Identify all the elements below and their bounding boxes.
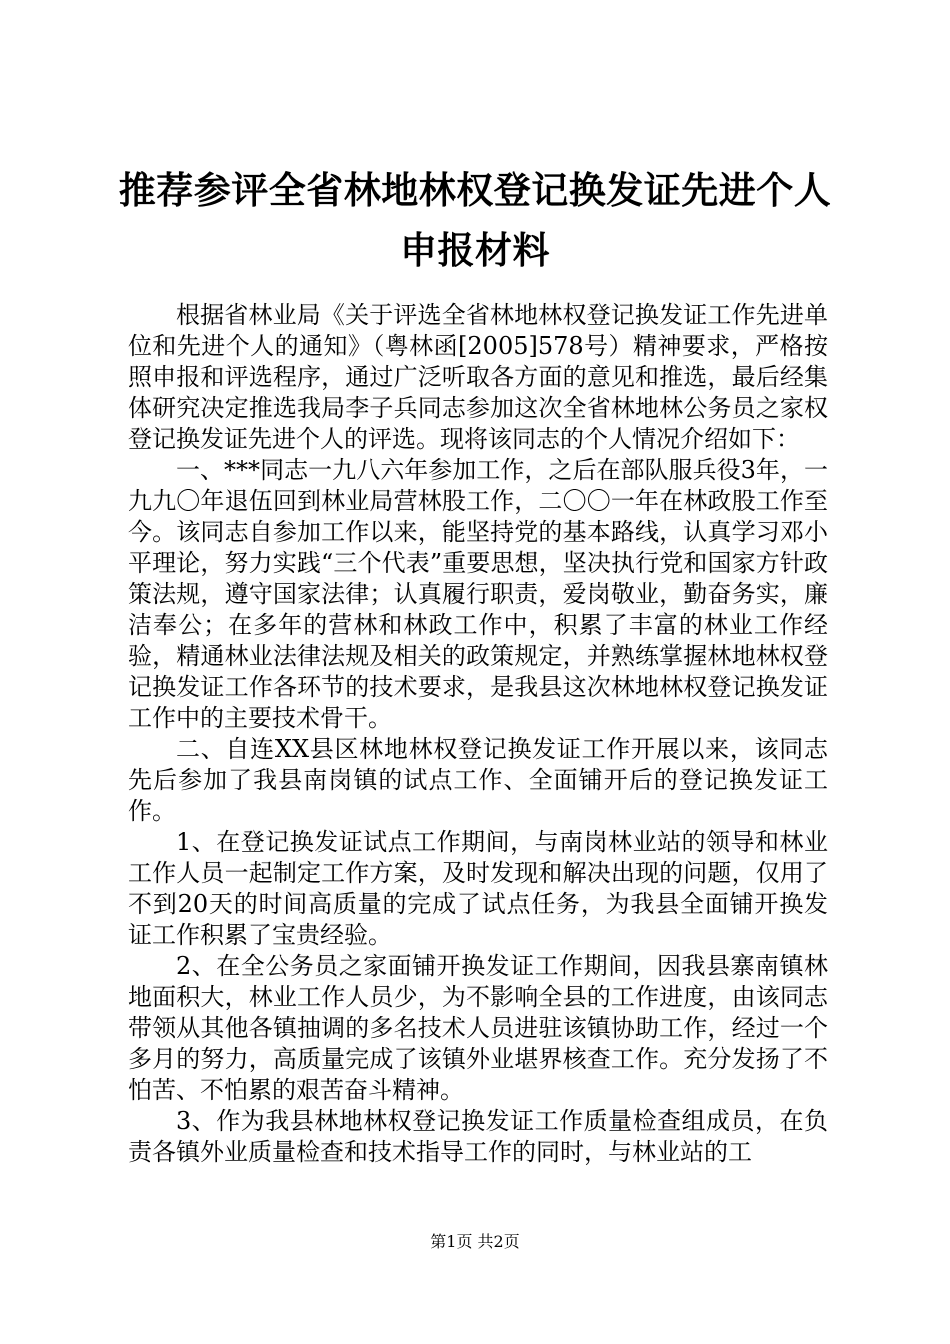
page-number-footer: 第1页 共2页 (430, 1232, 520, 1251)
document-body (128, 300, 828, 1168)
paragraph-item-3: 3、作为我县林地林权登记换发证工作质量检查组成员，在负责各镇外业质量检查和技术指导工作的同时，与林业站的工 (128, 1107, 828, 1166)
document-title: 推荐参评全省林地林权登记换发证先进个人申报材料 (118, 168, 832, 272)
paragraph-item-2: 2、在全公务员之家面铺开换发证工作期间，因我县寨南镇林地面积大，林业工作人员少，为不影响全县的工作进度，由该同志带领从其他各镇抽调的多名技术人员进驻该镇协助工作，经过一个多月的努力，高质量完成了该镇外业堪界核查工作。充分发扬了不怕苦、不怕累的艰苦奋斗精神。 (128, 952, 828, 1104)
paragraph-item-1: 1、在登记换发证试点工作期间，与南岗林业站的领导和林业工作人员一起制定工作方案，及时发现和解决出现的问题，仅用了不到20天的时间高质量的完成了试点任务，为我县全面铺开换发证工作积累了宝贵经验。 (128, 828, 828, 949)
paragraph-intro: 根据省林业局《关于评选全省林地林权登记换发证工作先进单位和先进个人的通知》（粤林函[2005]578号）精神要求，严格按照申报和评选程序，通过广泛听取各方面的意见和推选，最后经集体研究决定推选我局李子兵同志参加这次全省林地林公务员之家权登记换发证先进个人的评选。现将该同志的个人情况介绍如下： (128, 301, 828, 453)
paragraph-section-2: 二、自连XX县区林地林权登记换发证工作开展以来，该同志先后参加了我县南岗镇的试点工作、全面铺开后的登记换发证工作。 (128, 735, 828, 825)
paragraph-section-1: 一、***同志一九八六年参加工作，之后在部队服兵役3年，一九九〇年退伍回到林业局营林股工作，二〇〇一年在林政股工作至今。该同志自参加工作以来，能坚持党的基本路线，认真学习邓小平理论，努力实践“三个代表”重要思想，坚决执行党和国家方针政策法规，遵守国家法律；认真履行职责，爱岗敬业，勤奋务实，廉洁奉公；在多年的营林和林政工作中，积累了丰富的林业工作经验，精通林业法律法规及相关的政策规定，并熟练掌握林地林权登记换发证工作各环节的技术要求，是我县这次林地林权登记换发证工作中的主要技术骨干。 (128, 456, 828, 732)
